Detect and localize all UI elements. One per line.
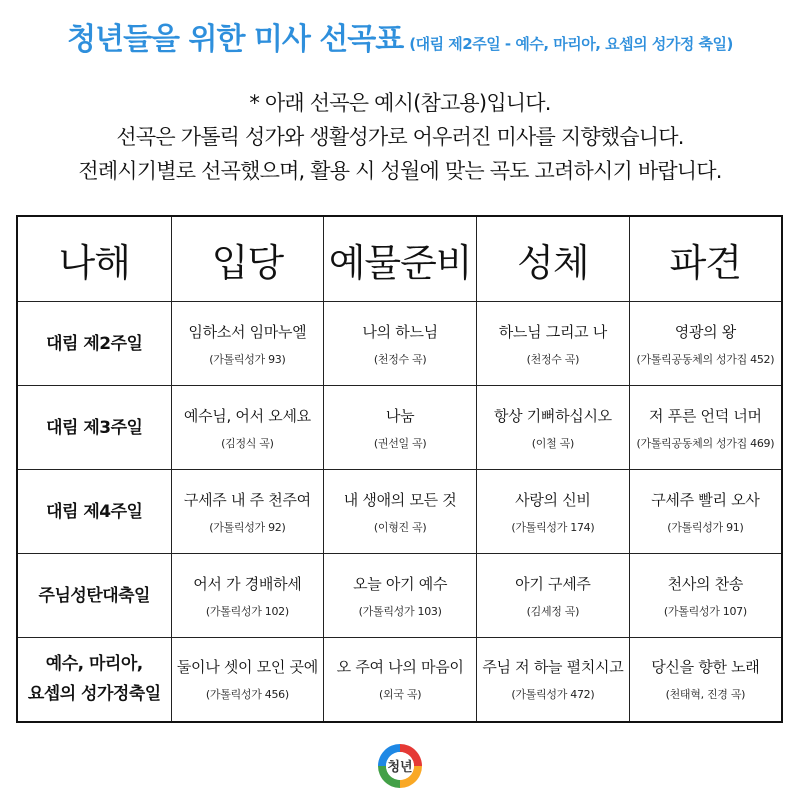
page-title [0, 14, 800, 58]
song-title: 나의 하느님 [362, 322, 438, 341]
song-credit: (가톨릭공동체의 성가집 469) [636, 436, 775, 450]
notice-line-3: 전례시기별로 선곡했으며, 활용 시 성월에 맞는 곡도 고려하시기 바랍니다. [78, 159, 722, 183]
header-communion: 성체 [477, 216, 630, 302]
liturgical-day [17, 302, 171, 386]
song-title: 임하소서 임마누엘 [188, 322, 307, 341]
song-title: 하느님 그리고 나 [498, 322, 608, 341]
song-credit: (이형진 곡) [373, 520, 427, 534]
song-title: 어서 가 경배하세 [193, 574, 302, 593]
header-dismissal: 파견 [629, 216, 782, 302]
notice-line-1: * 아래 선곡은 예시(참고용)입니다. [249, 91, 551, 115]
song-title: 둘이나 셋이 모인 곳에 [176, 658, 318, 677]
liturgical-day-line-1: 주님성탄대축일 [38, 585, 150, 606]
liturgical-day-line-2: 요셉의 성가정축일 [27, 684, 161, 705]
song-cell [629, 386, 782, 470]
song-credit: (권선일 곡) [373, 436, 427, 450]
title-main: 청년들을 위한 미사 선곡표 [67, 22, 404, 57]
song-title: 구세주 빨리 오사 [651, 490, 760, 509]
title-subtitle: (대림 제2주일 - 예수, 마리아, 요셉의 성가정 축일) [409, 35, 733, 53]
song-credit: (김세정 곡) [526, 604, 580, 618]
logo-text: 청년 [387, 760, 413, 775]
song-title: 주님 저 하늘 펼치시고 [482, 658, 624, 677]
song-credit: (가톨릭성가 91) [667, 520, 744, 534]
song-credit: (가톨릭성가 456) [205, 688, 289, 702]
song-title: 천사의 찬송 [667, 574, 744, 593]
song-cell [629, 638, 782, 722]
table-row [17, 386, 782, 470]
song-credit: (가톨릭성가 102) [205, 604, 289, 618]
song-cell [477, 638, 630, 722]
song-title: 사랑의 신비 [515, 490, 591, 509]
song-title: 저 푸른 언덕 너머 [649, 406, 762, 425]
song-cell [477, 470, 630, 554]
song-cell [324, 386, 477, 470]
song-cell [629, 302, 782, 386]
song-title: 영광의 왕 [674, 322, 736, 341]
song-credit: (가톨릭성가 103) [358, 604, 442, 618]
liturgical-day [17, 470, 171, 554]
table-row [17, 554, 782, 638]
song-cell [171, 470, 324, 554]
song-credit: (김정식 곡) [221, 436, 274, 450]
song-credit: (이철 곡) [531, 436, 574, 450]
song-cell [171, 638, 324, 722]
header-entrance: 입당 [171, 216, 324, 302]
song-title: 오 주여 나의 마음이 [336, 658, 464, 677]
table-body [17, 302, 782, 722]
youth-logo-icon [374, 740, 426, 792]
song-cell [324, 554, 477, 638]
song-credit: (가톨릭성가 107) [663, 604, 747, 618]
song-cell [477, 386, 630, 470]
song-credit: (가톨릭성가 93) [209, 352, 286, 366]
song-credit: (외국 곡) [379, 688, 422, 702]
table-header-row [17, 216, 782, 302]
song-cell [324, 302, 477, 386]
song-selection-table [16, 215, 783, 723]
song-cell [171, 554, 324, 638]
table-row [17, 470, 782, 554]
liturgical-day-line-1: 예수, 마리아, [45, 654, 143, 675]
song-credit: (천정수 곡) [373, 352, 427, 366]
notice-text [0, 86, 800, 188]
liturgical-day [17, 386, 171, 470]
song-cell [477, 302, 630, 386]
song-title: 항상 기뻐하십시오 [493, 406, 612, 425]
song-title: 내 생애의 모든 것 [343, 490, 457, 509]
song-cell [629, 554, 782, 638]
liturgical-day-line-1: 대림 제4주일 [46, 501, 143, 522]
song-credit: (천정수 곡) [526, 352, 580, 366]
header-year: 나해 [17, 216, 171, 302]
header-offertory: 예물준비 [324, 216, 477, 302]
song-credit: (가톨릭성가 174) [511, 520, 595, 534]
song-cell [477, 554, 630, 638]
liturgical-day-line-1: 대림 제2주일 [46, 333, 143, 354]
song-cell [629, 470, 782, 554]
song-credit: (천태혁, 진경 곡) [665, 688, 746, 702]
song-credit: (가톨릭성가 472) [511, 688, 595, 702]
song-credit: (가톨릭성가 92) [209, 520, 286, 534]
song-title: 오늘 아기 예수 [353, 574, 448, 593]
table-row [17, 638, 782, 722]
notice-line-2: 선곡은 가톨릭 성가와 생활성가로 어우러진 미사를 지향했습니다. [116, 125, 684, 149]
song-title: 구세주 내 주 천주여 [183, 490, 311, 509]
liturgical-day-line-1: 대림 제3주일 [46, 417, 143, 438]
song-cell [171, 386, 324, 470]
song-title: 당신을 향한 노래 [651, 658, 760, 677]
liturgical-day [17, 638, 171, 722]
liturgical-day [17, 554, 171, 638]
song-cell [324, 470, 477, 554]
song-credit: (가톨릭공동체의 성가집 452) [636, 352, 775, 366]
song-cell [171, 302, 324, 386]
song-title: 예수님, 어서 오세요 [183, 406, 311, 425]
song-title: 아기 구세주 [515, 574, 591, 593]
song-cell [324, 638, 477, 722]
table-row [17, 302, 782, 386]
song-title: 나눔 [385, 406, 415, 425]
